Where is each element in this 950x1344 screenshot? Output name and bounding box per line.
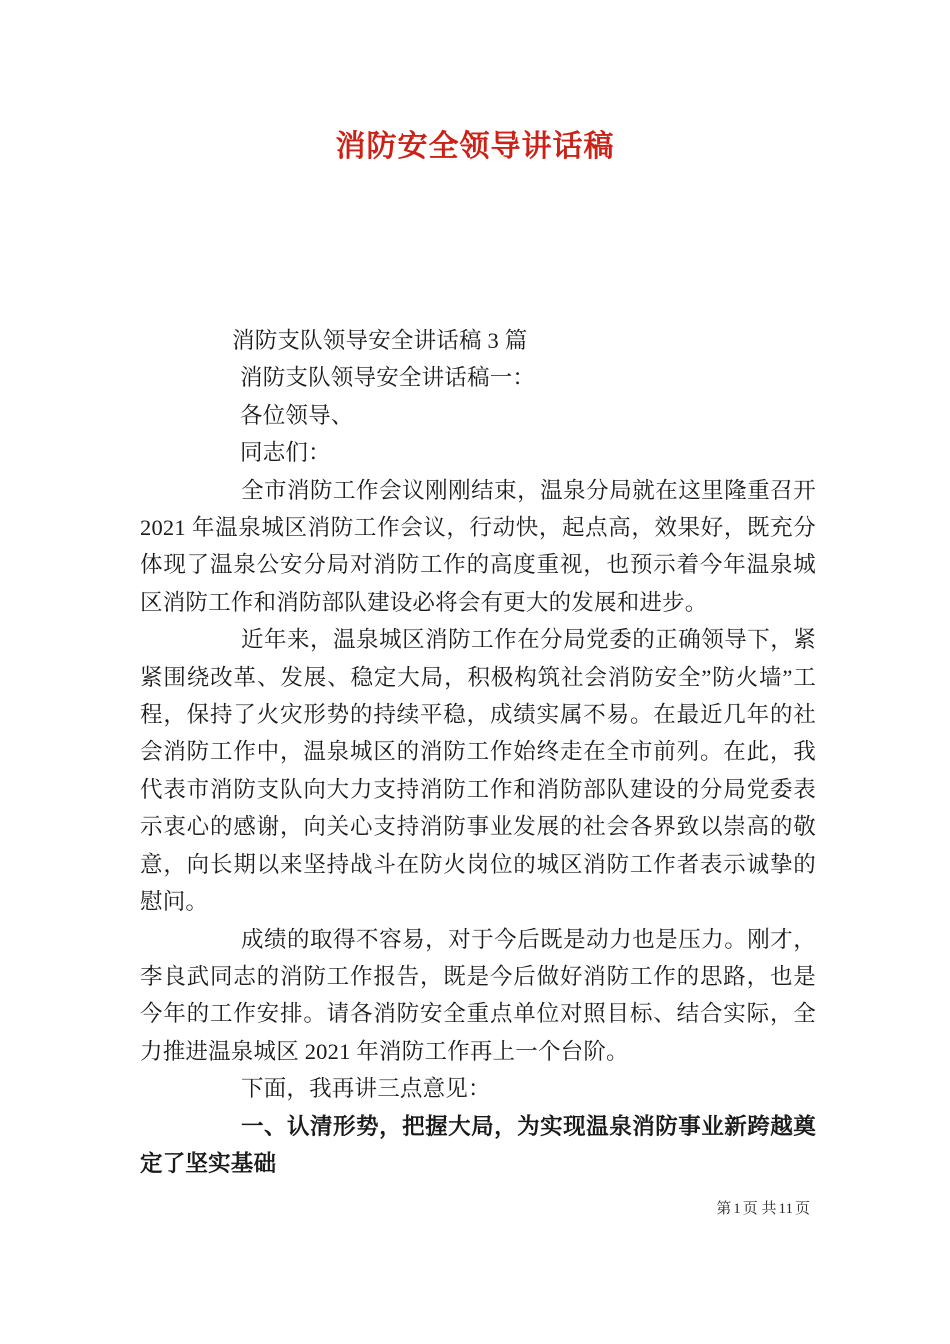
footer-prefix: 第 [716,1201,732,1217]
document-body [140,322,816,1182]
footer-middle: 页 共 [742,1201,777,1217]
footer-current-page: 1 [733,1201,741,1217]
paragraph: 各位领导、 [240,402,354,428]
page-title: 消防安全领导讲话稿 [335,130,615,163]
paragraph: 消防支队领导安全讲话稿 3 篇 [232,328,528,353]
paragraph: 成绩的取得不容易，对于今后既是动力也是压力。刚才，李良武同志的消防工作报告，既是今后做好消防工作的思路，也是今年的工作安排。请各消防安全重点单位对照目标、结合实际，全力推进温泉城区 2021 年消防工作再上一个台阶。 [140,926,816,1064]
footer-suffix: 页 [794,1201,810,1217]
paragraph: 下面，我再讲三点意见： [241,1076,491,1102]
paragraph: 同志们： [240,440,331,466]
paragraph: 全市消防工作会议刚刚结束，温泉分局就在这里隆重召开 2021 年温泉城区消防工作会议，行动快，起点高，效果好，既充分体现了温泉公安分局对消防工作的高度重视，也预示着今年温泉城区消防工作和消防部队建设必将会有更大的发展和进步。 [140,477,816,615]
paragraph: 消防支队领导安全讲话稿一： [240,365,536,391]
paragraph: 近年来，温泉城区消防工作在分局党委的正确领导下，紧紧围绕改革、发展、稳定大局，积极构筑社会消防安全”防火墙”工程，保持了火灾形势的持续平稳，成绩实属不易。在最近几年的社会消防工作中，温泉城区的消防工作始终走在全市前列。在此，我代表市消防支队向大力支持消防工作和消防部队建设的分局党委表示衷心的感谢，向关心支持消防事业发展的社会各界致以崇高的敬意，向长期以来坚持战斗在防火岗位的城区消防工作者表示诚挚的慰问。 [140,627,816,915]
page-footer [140,1198,810,1220]
section-heading: 一、认清形势，把握大局，为实现温泉消防事业新跨越奠定了坚实基础 [140,1113,816,1176]
footer-total-pages: 11 [778,1201,793,1217]
